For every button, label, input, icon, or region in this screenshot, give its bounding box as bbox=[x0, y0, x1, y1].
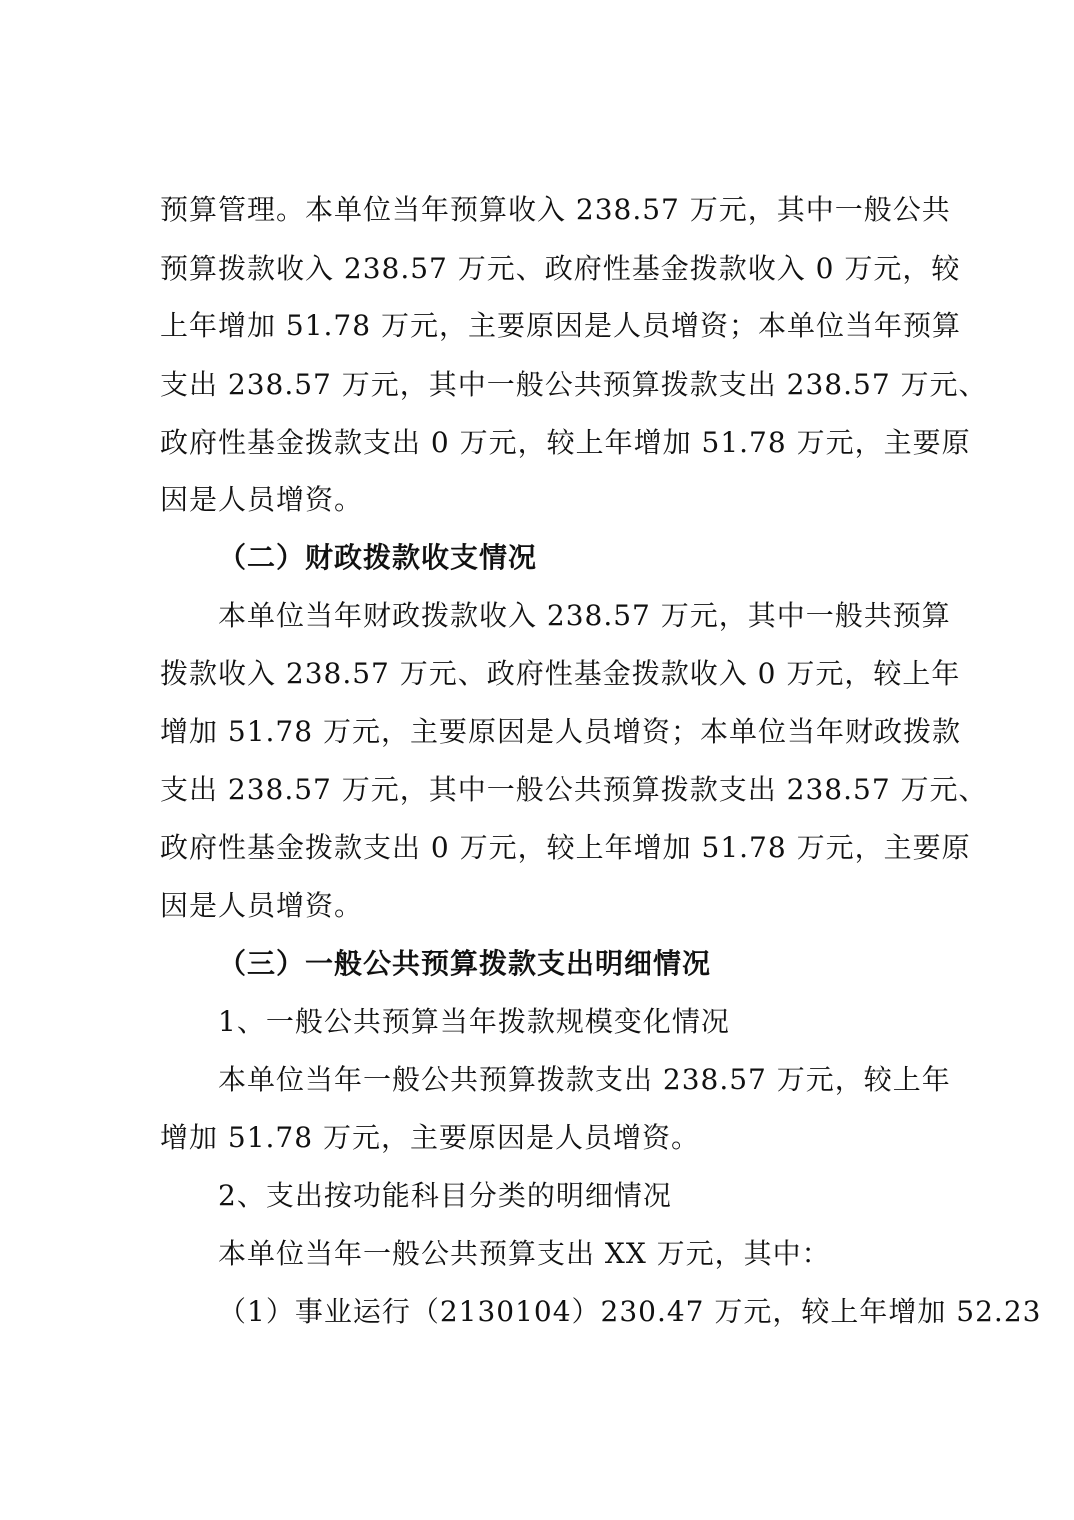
paragraph-line: 本单位当年财政拨款收入 238.57 万元，其中一般共预算 bbox=[218, 599, 951, 632]
paragraph-line: 增加 51.78 万元，主要原因是人员增资。 bbox=[160, 1121, 700, 1154]
subsection-heading: 2、支出按功能科目分类的明细情况 bbox=[218, 1179, 672, 1212]
paragraph-line: 政府性基金拨款支出 0 万元，较上年增加 51.78 万元，主要原 bbox=[160, 426, 971, 459]
paragraph-line: 因是人员增资。 bbox=[160, 889, 364, 922]
paragraph-line: 因是人员增资。 bbox=[160, 483, 364, 516]
subsection-heading: 1、一般公共预算当年拨款规模变化情况 bbox=[218, 1005, 730, 1038]
paragraph-line: 支出 238.57 万元，其中一般公共预算拨款支出 238.57 万元、 bbox=[160, 368, 988, 401]
paragraph-line: （1）事业运行（2130104）230.47 万元，较上年增加 52.23 bbox=[218, 1295, 1042, 1328]
paragraph-line: 拨款收入 238.57 万元、政府性基金拨款收入 0 万元，较上年 bbox=[160, 657, 961, 690]
paragraph-line: 本单位当年一般公共预算拨款支出 238.57 万元，较上年 bbox=[218, 1063, 951, 1096]
section-heading: （二）财政拨款收支情况 bbox=[218, 541, 538, 574]
paragraph-line: 预算管理。本单位当年预算收入 238.57 万元，其中一般公共 bbox=[160, 193, 951, 226]
paragraph-line: 本单位当年一般公共预算支出 XX 万元，其中： bbox=[218, 1237, 831, 1270]
section-heading: （三）一般公共预算拨款支出明细情况 bbox=[218, 947, 712, 980]
paragraph-line: 支出 238.57 万元，其中一般公共预算拨款支出 238.57 万元、 bbox=[160, 773, 988, 806]
paragraph-line: 预算拨款收入 238.57 万元、政府性基金拨款收入 0 万元，较 bbox=[160, 252, 961, 285]
paragraph-line: 增加 51.78 万元，主要原因是人员增资；本单位当年财政拨款 bbox=[160, 715, 961, 748]
paragraph-line: 上年增加 51.78 万元，主要原因是人员增资；本单位当年预算 bbox=[160, 309, 961, 342]
paragraph-line: 政府性基金拨款支出 0 万元，较上年增加 51.78 万元，主要原 bbox=[160, 831, 971, 864]
